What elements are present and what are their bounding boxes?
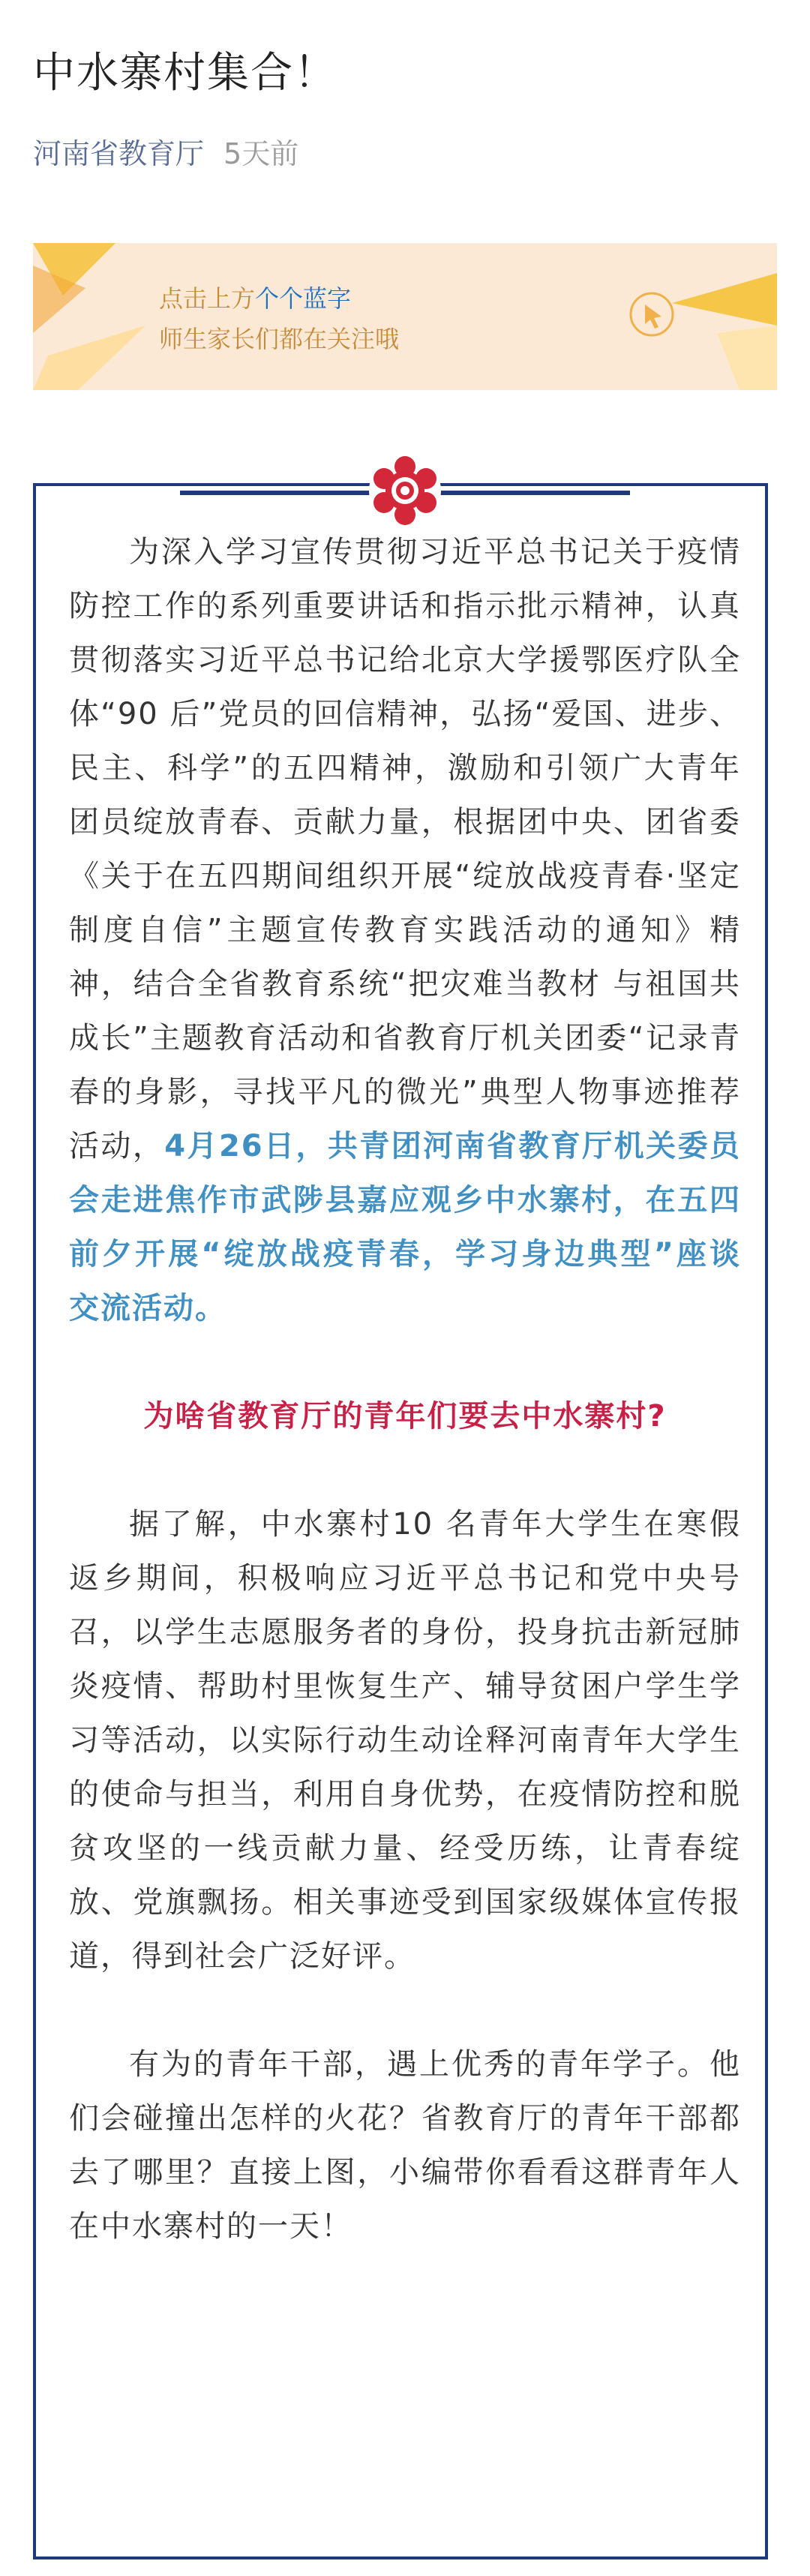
paragraph-3: 有为的青年干部，遇上优秀的青年学子。他们会碰撞出怎样的火花？省教育厅的青年干部都去了哪里？直接上图，小编带你看看这群青年人在中水寨村的一天！ [69,2047,741,2244]
banner-line-1-prefix: 点击上方 [159,284,256,313]
paragraph-1-highlight: 4月26日，共青团河南省教育厅机关委员会走进焦作市武陟县嘉应观乡中水寨村，在五四前夕开展“绽放战疫青春，学习身边典型”座谈交流活动。 [69,1129,742,1326]
section-subheading: 为啥省教育厅的青年们要去中水寨村? [143,1399,667,1434]
cursor-click-icon [626,288,678,341]
article-meta [33,134,298,174]
banner-blue-text: 个个蓝字 [255,284,352,313]
paragraph-2: 据了解，中水寨村10 名青年大学生在寒假返乡期间，积极响应习近平总书记和党中央号召，以学生志愿服务者的身份，投身抗击新冠肺炎疫情、帮助村里恢复生产、辅导贫困户学生学习等活动，以实际行动生动诠释河南青年大学生的使命与担当，利用自身优势，在疫情防控和脱贫攻坚的一线贡献力量、经受历练，让青春绽放、党旗飘扬。相关事迹受到国家级媒体宣传报道，得到社会广泛好评。 [69,1507,741,1974]
paragraph-1-text: 为深入学习宣传贯彻习近平总书记关于疫情防控工作的系列重要讲话和指示批示精神，认真贯彻落实习近平总书记给北京大学援鄂医疗队全体“90 后”党员的回信精神，弘扬“爱国、进步、民主、科学”的五四精神，激励和引领广大青年团员绽放青春、贡献力量，根据团中央、团省委《关于在五四期间组织开展“绽放战疫青春·坚定制度自信”主题宣传教育实践活动的通知》精神，结合全省教育系统“把灾难当教材 与祖国共成长”主题教育活动和省教育厅机关团委“记录青春的身影，寻找平凡的微光”典型人物事迹推荐活动， [69,535,741,1163]
flower-emblem-icon [368,453,442,528]
follow-banner[interactable] [33,243,777,390]
article-body [69,525,741,2253]
account-name-link[interactable]: 河南省教育厅 [33,137,205,170]
banner-left-decoration-icon [33,243,153,390]
article-title: 中水寨村集合！ [33,49,338,98]
banner-line-2: 师生家长们都在关注哦 [159,325,400,353]
publish-time: 5天前 [224,137,299,170]
paragraph-1 [69,525,741,1335]
banner-line-1 [159,282,351,315]
